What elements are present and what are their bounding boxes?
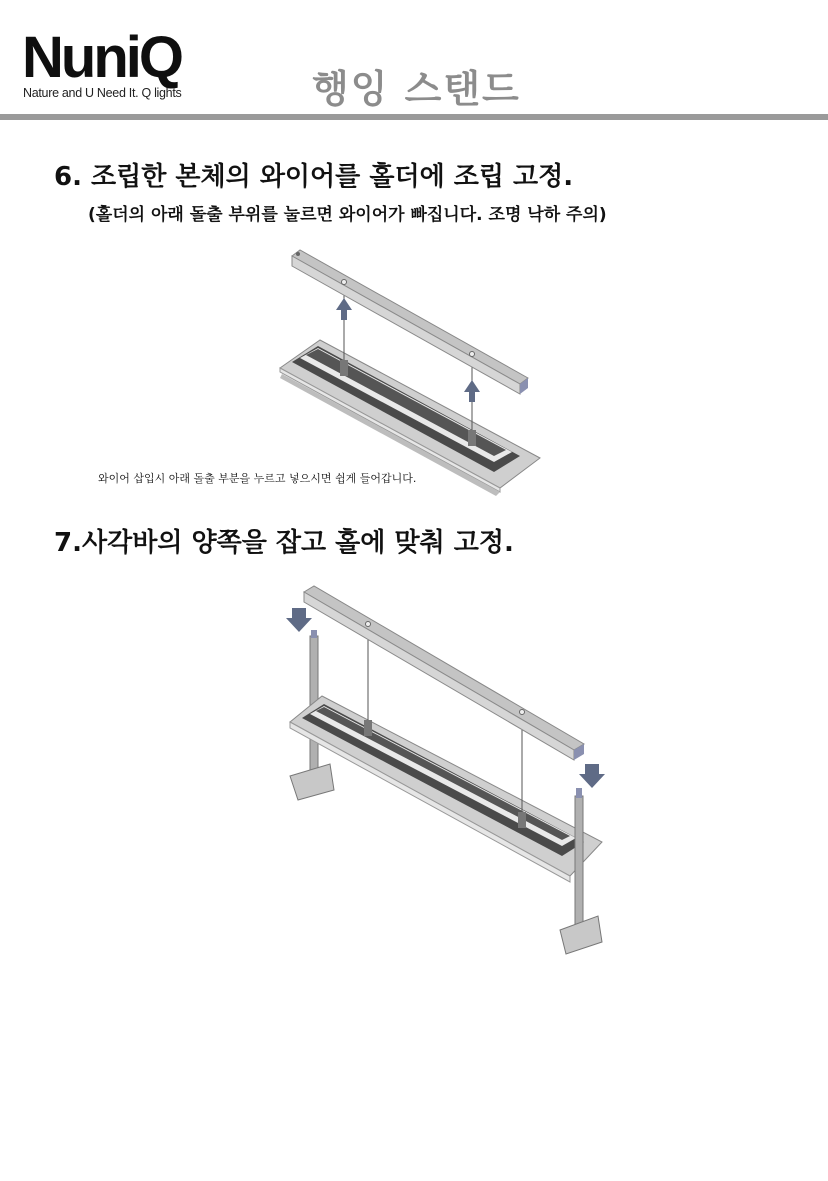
step-6-subheading: (홀더의 아래 돌출 부위를 눌르면 와이어가 빠집니다. 조명 낙하 주의) — [88, 205, 607, 225]
brand-tagline: Nature and U Need It. Q lights — [23, 86, 182, 100]
brand-logo: NuniQ — [22, 25, 181, 90]
step-7-heading: 7.사각바의 양쪽을 잡고 홀에 맞춰 고정. — [54, 528, 514, 558]
wire-pin — [340, 360, 348, 376]
down-arrow-icon — [286, 608, 312, 632]
step-6-heading: 6. 조립한 본체의 와이어를 홀더에 조립 고정. — [54, 162, 574, 192]
stand-pole — [575, 796, 583, 928]
up-arrow-icon — [464, 380, 480, 402]
step-6-caption: 와이어 삽입시 아래 돌출 부분을 누르고 넣으시면 쉽게 들어갑니다. — [98, 472, 417, 485]
step-7-illustration — [0, 580, 828, 970]
stand-clamp — [290, 764, 334, 800]
step-6-illustration — [0, 240, 828, 500]
up-arrow-icon — [336, 298, 352, 320]
down-arrow-icon — [579, 764, 605, 788]
page-title: 행잉 스탠드 — [312, 67, 521, 111]
header-divider — [0, 114, 828, 120]
wire-pin — [468, 430, 476, 446]
